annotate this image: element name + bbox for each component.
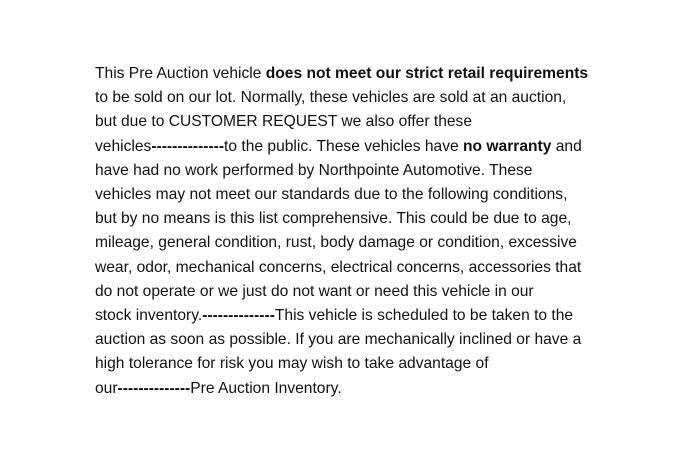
- emphasized-text: --------------: [202, 307, 275, 325]
- notice-text: but due to CUSTOMER REQUEST we also offer these: [95, 113, 473, 131]
- notice-line: [95, 280, 635, 304]
- notice-line: [95, 207, 635, 231]
- notice-text: wear, odor, mechanical concerns, electrical concerns, accessories that: [95, 258, 582, 276]
- pre-auction-notice: [95, 62, 635, 401]
- notice-line: [95, 110, 635, 134]
- notice-text: stock inventory.: [95, 307, 203, 325]
- notice-line: [95, 328, 635, 352]
- notice-text: Pre Auction Inventory.: [190, 379, 342, 397]
- notice-line: [95, 377, 635, 401]
- notice-text: high tolerance for risk you may wish to take advantage of: [95, 355, 489, 373]
- notice-text: to be sold on our lot. Normally, these vehicles are sold at an auction,: [95, 89, 567, 107]
- notice-line: [95, 183, 635, 207]
- notice-text: vehicles: [95, 137, 152, 155]
- emphasized-text: --------------: [117, 379, 191, 397]
- notice-text: mileage, general condition, rust, body damage or condition, excessive: [95, 234, 577, 252]
- notice-text: and: [551, 137, 582, 155]
- notice-line: [95, 256, 635, 280]
- notice-text: vehicles may not meet our standards due to the following conditions,: [95, 186, 568, 204]
- notice-line: [95, 304, 635, 328]
- notice-line: [95, 62, 635, 86]
- notice-text: do not operate or we just do not want or need this vehicle in our: [95, 282, 534, 300]
- notice-text: This Pre Auction vehicle: [95, 65, 266, 82]
- notice-text: have had no work performed by Northpointe Automotive. These: [95, 161, 533, 179]
- emphasized-text: does not meet our strict retail requirements: [265, 65, 589, 82]
- notice-text: but by no means is this list comprehensive. This could be due to age,: [95, 210, 572, 228]
- notice-line: [95, 159, 635, 183]
- notice-line: [95, 86, 635, 110]
- notice-line: [95, 135, 635, 159]
- notice-text: to the public. These vehicles have: [224, 137, 464, 155]
- notice-text: auction as soon as possible. If you are mechanically inclined or have a: [95, 331, 582, 349]
- notice-line: [95, 352, 635, 376]
- emphasized-text: no warranty: [463, 137, 552, 155]
- notice-line: [95, 231, 635, 255]
- notice-text: This vehicle is scheduled to be taken to the: [274, 307, 574, 325]
- notice-text: our: [95, 379, 118, 397]
- emphasized-text: --------------: [151, 137, 225, 155]
